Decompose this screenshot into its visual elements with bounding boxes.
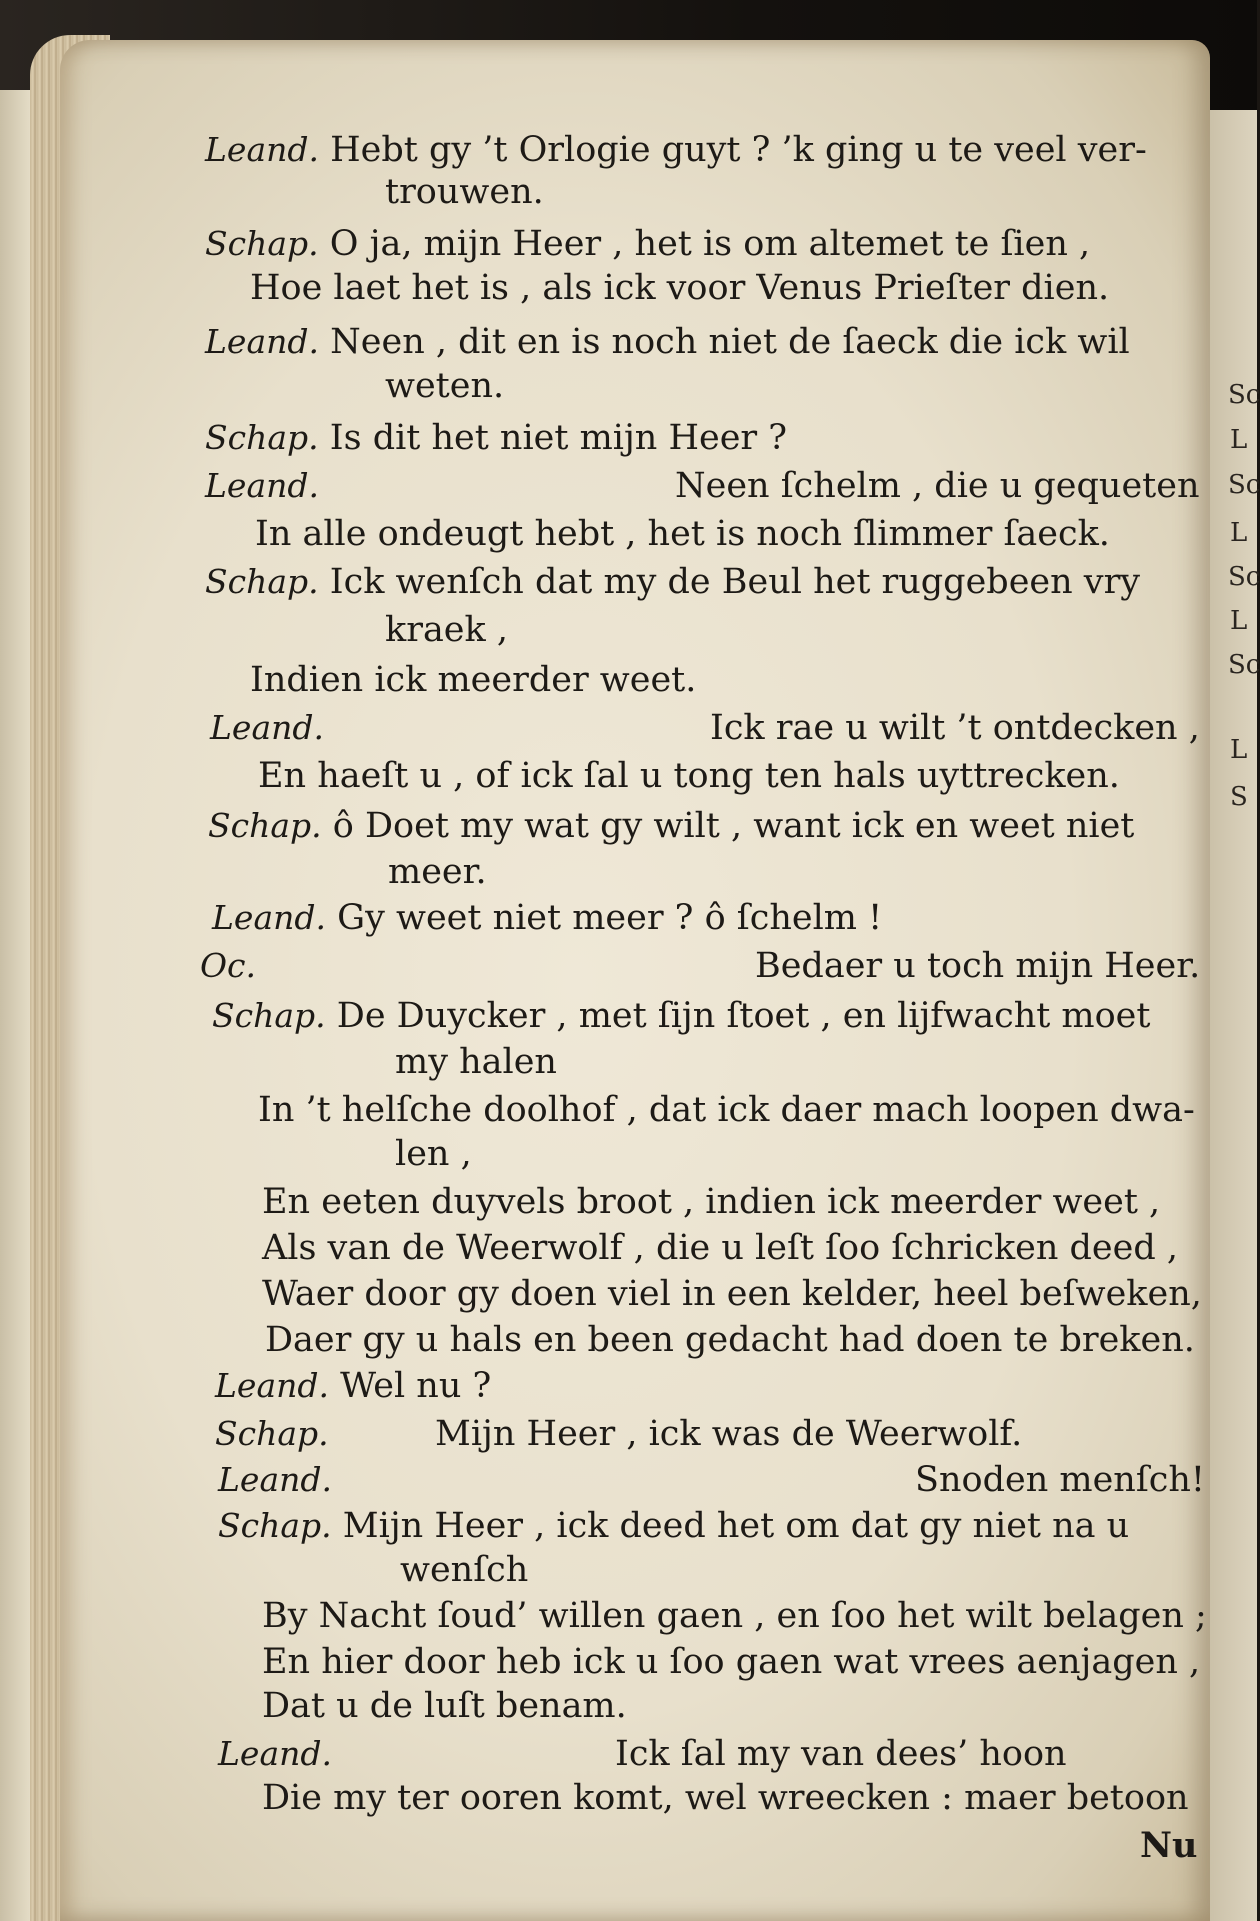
text-line (258, 1090, 1195, 1130)
gutter-letter: L (1230, 518, 1248, 548)
line-text: Ick ſal my van dees’ hoon (615, 1734, 1067, 1774)
line-text: Ick rae u wilt ’t ontdecken , (710, 708, 1200, 748)
text-line (205, 224, 1090, 264)
text-line (262, 1686, 627, 1726)
gutter-letter: L (1230, 425, 1248, 455)
text-line (215, 1414, 329, 1454)
text-line (218, 1734, 332, 1774)
line-text: kraek , (385, 610, 508, 650)
speaker-label: Schap. (205, 418, 319, 457)
line-text: In ’t helſche doolhof , dat ick daer mach loopen dwa- (258, 1090, 1195, 1130)
speaker-label: Leand. (215, 1366, 329, 1405)
line-text: Snoden menſch! (915, 1460, 1205, 1500)
gutter-letter: Sc (1228, 380, 1260, 410)
text-line (395, 1134, 472, 1174)
gutter-letter: Sc (1228, 650, 1260, 680)
text-line (385, 610, 508, 650)
line-text: By Nacht ſoud’ willen gaen , en ſoo het wilt belagen ; (262, 1596, 1207, 1636)
line-text: Hoe laet het is , als ick voor Venus Prieſter dien. (250, 268, 1110, 308)
line-text: Daer gy u hals en been gedacht had doen te breken. (265, 1320, 1195, 1360)
speaker-label: Schap. (205, 562, 319, 601)
text-line (262, 1596, 1207, 1636)
line-text: Hebt gy ’t Orlogie guyt ? ’k ging u te veel ver- (330, 130, 1147, 170)
text-line (262, 1274, 1202, 1314)
line-text: Mijn Heer , ick was de Weerwolf. (435, 1414, 1023, 1454)
line-text: Ick wenſch dat my de Beul het ruggebeen vry (329, 562, 1141, 602)
text-line (615, 1734, 1067, 1774)
line-text: Dat u de luſt benam. (262, 1686, 627, 1726)
line-text: len , (395, 1134, 472, 1174)
line-text: Is dit het niet mijn Heer ? (329, 418, 788, 458)
line-text: Als van de Weerwolf , die u leſt ſoo ſchricken deed , (262, 1228, 1179, 1268)
text-line (262, 1182, 1160, 1222)
line-text: Mijn Heer , ick deed het om dat gy niet na u (342, 1506, 1130, 1546)
line-text: Die my ter ooren komt, wel wreecken : maer betoon (262, 1778, 1189, 1818)
gutter-letter: S (1230, 782, 1248, 812)
text-line (400, 1550, 528, 1590)
line-text: En hier door heb ick u ſoo gaen wat vrees aenjagen , (262, 1642, 1201, 1682)
line-text: Bedaer u toch mijn Heer. (755, 946, 1201, 986)
gutter-letter: L (1230, 735, 1248, 765)
text-line (262, 1642, 1200, 1682)
speaker-label: Leand. (210, 708, 324, 747)
speaker-label: Leand. (205, 466, 319, 505)
line-text: En haeſt u , of ick ſal u tong ten hals uyttrecken. (258, 756, 1120, 796)
line-text: my halen (395, 1042, 557, 1082)
catchword: Nu (1140, 1825, 1198, 1866)
speaker-label: Schap. (208, 806, 322, 845)
text-line (435, 1414, 1022, 1454)
text-line (385, 172, 544, 212)
speaker-label: Schap. (215, 1414, 329, 1453)
text-line (215, 1366, 491, 1406)
line-text: Indien ick meerder weet. (250, 660, 697, 700)
line-text: Gy weet niet meer ? ô ſchelm ! (337, 898, 883, 938)
line-text: Neen ſchelm , die u gequeten (675, 466, 1200, 506)
text-line (218, 1460, 332, 1500)
speaker-label: Oc. (200, 946, 257, 985)
line-text: Waer door gy doen viel in een kelder, heel beſweken, (262, 1274, 1202, 1314)
line-text: meer. (388, 852, 487, 892)
text-line (250, 660, 696, 700)
gutter-letter: L (1230, 606, 1248, 636)
line-text: O ja, mijn Heer , het is om altemet te ſien , (329, 224, 1091, 264)
text-line (205, 466, 319, 506)
line-text: trouwen. (385, 172, 544, 212)
line-text: ô Doet my wat gy wilt , want ick en weet niet (332, 806, 1135, 846)
text-line (205, 130, 1147, 170)
text-line (212, 996, 1150, 1036)
text-line (250, 268, 1109, 308)
speaker-label: Leand. (218, 1734, 332, 1773)
line-text: En eeten duyvels broot , indien ick meerder weet , (262, 1182, 1161, 1222)
text-line (200, 946, 256, 986)
speaker-label: Schap. (212, 996, 326, 1035)
speaker-label: Leand. (205, 322, 319, 361)
text-line (710, 708, 1200, 748)
text-line (255, 514, 1110, 554)
text-line (212, 898, 882, 938)
gutter-letter: Sc (1228, 562, 1260, 592)
text-line (218, 1506, 1129, 1546)
line-text: wenſch (400, 1550, 529, 1590)
line-text: weten. (385, 366, 505, 406)
text-line (205, 562, 1140, 602)
text-line (388, 852, 487, 892)
text-line (915, 1460, 1205, 1500)
text-line (208, 806, 1134, 846)
text-line (258, 756, 1120, 796)
text-line (385, 366, 504, 406)
text-line (205, 418, 787, 458)
line-text: Neen , dit en is noch niet de ſaeck die ick wil (330, 322, 1130, 362)
speaker-label: Leand. (205, 130, 319, 169)
text-line (265, 1320, 1195, 1360)
speaker-label: Schap. (205, 224, 319, 263)
speaker-label: Leand. (218, 1460, 332, 1499)
line-text: In alle ondeugt hebt , het is noch ſlimmer ſaeck. (255, 514, 1110, 554)
text-line (205, 322, 1130, 362)
text-line (675, 466, 1200, 506)
speaker-label: Leand. (212, 898, 326, 937)
text-line (210, 708, 324, 748)
gutter-letter: Sc (1228, 470, 1260, 500)
speaker-label: Schap. (218, 1506, 332, 1545)
text-line (262, 1778, 1189, 1818)
text-line (755, 946, 1200, 986)
text-line (262, 1228, 1178, 1268)
text-line (395, 1042, 557, 1082)
line-text: Wel nu ? (340, 1366, 492, 1406)
line-text: De Duycker , met ſijn ſtoet , en lijfwacht moet (336, 996, 1151, 1036)
